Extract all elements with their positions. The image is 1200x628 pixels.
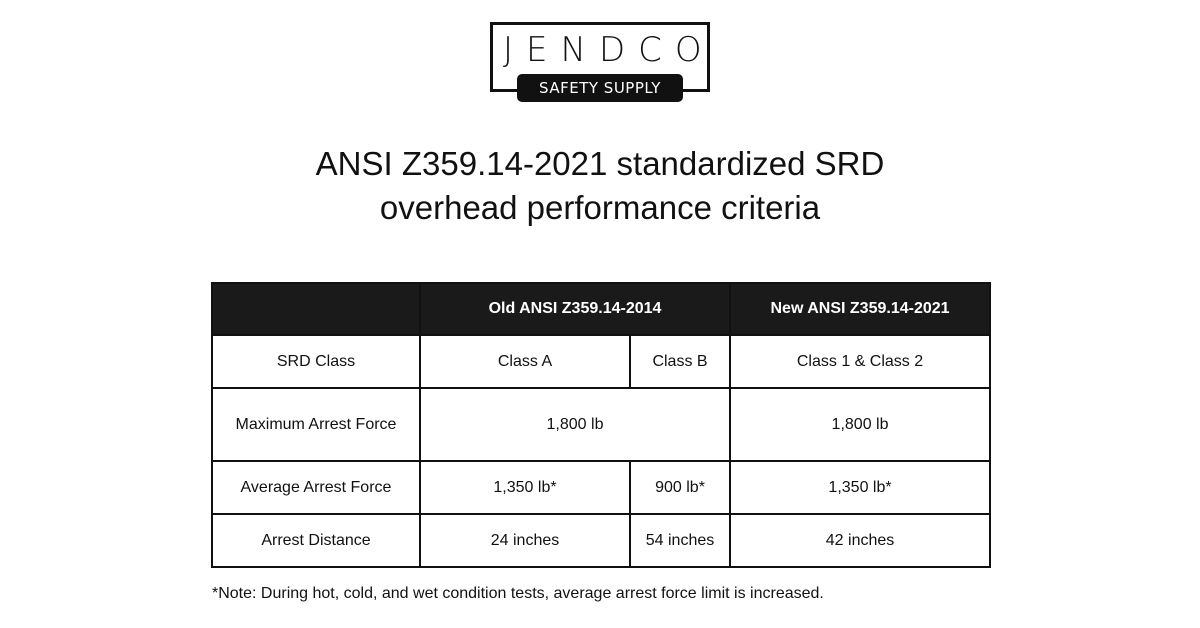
cell-new-value: 1,350 lb* xyxy=(730,461,990,514)
table-row-average-arrest-force xyxy=(212,461,990,514)
cell-new-value: 1,800 lb xyxy=(730,388,990,461)
row-label: Maximum Arrest Force xyxy=(212,388,420,461)
table-row-arrest-distance xyxy=(212,514,990,567)
header-new-standard: New ANSI Z359.14-2021 xyxy=(730,283,990,335)
row-label: Arrest Distance xyxy=(212,514,420,567)
cell-old-class-a: 24 inches xyxy=(420,514,630,567)
cell-new-value: 42 inches xyxy=(730,514,990,567)
cell-old-merged: 1,800 lb xyxy=(420,388,730,461)
row-label: SRD Class xyxy=(212,335,420,388)
cell-new-class: Class 1 & Class 2 xyxy=(730,335,990,388)
cell-old-class-a: 1,350 lb* xyxy=(420,461,630,514)
row-label: Average Arrest Force xyxy=(212,461,420,514)
logo-wordmark: JENDCO xyxy=(503,30,715,70)
header-corner-cell xyxy=(212,283,420,335)
header-old-standard: Old ANSI Z359.14-2014 xyxy=(420,283,730,335)
title-line-1: ANSI Z359.14-2021 standardized SRD xyxy=(315,145,885,182)
cell-old-class-a: Class A xyxy=(420,335,630,388)
criteria-table xyxy=(211,282,991,568)
logo-tagline: SAFETY SUPPLY xyxy=(517,74,683,102)
jendco-logo xyxy=(490,22,715,100)
table-row-maximum-arrest-force xyxy=(212,388,990,461)
table-row-srd-class xyxy=(212,335,990,388)
cell-old-class-b: 900 lb* xyxy=(630,461,730,514)
title-line-2: overhead performance criteria xyxy=(379,189,821,226)
table-header-row xyxy=(212,283,990,335)
cell-old-class-b: 54 inches xyxy=(630,514,730,567)
cell-old-class-b: Class B xyxy=(630,335,730,388)
page-title xyxy=(0,142,1200,230)
footnote: *Note: During hot, cold, and wet condition tests, average arrest force limit is increased. xyxy=(212,585,824,602)
